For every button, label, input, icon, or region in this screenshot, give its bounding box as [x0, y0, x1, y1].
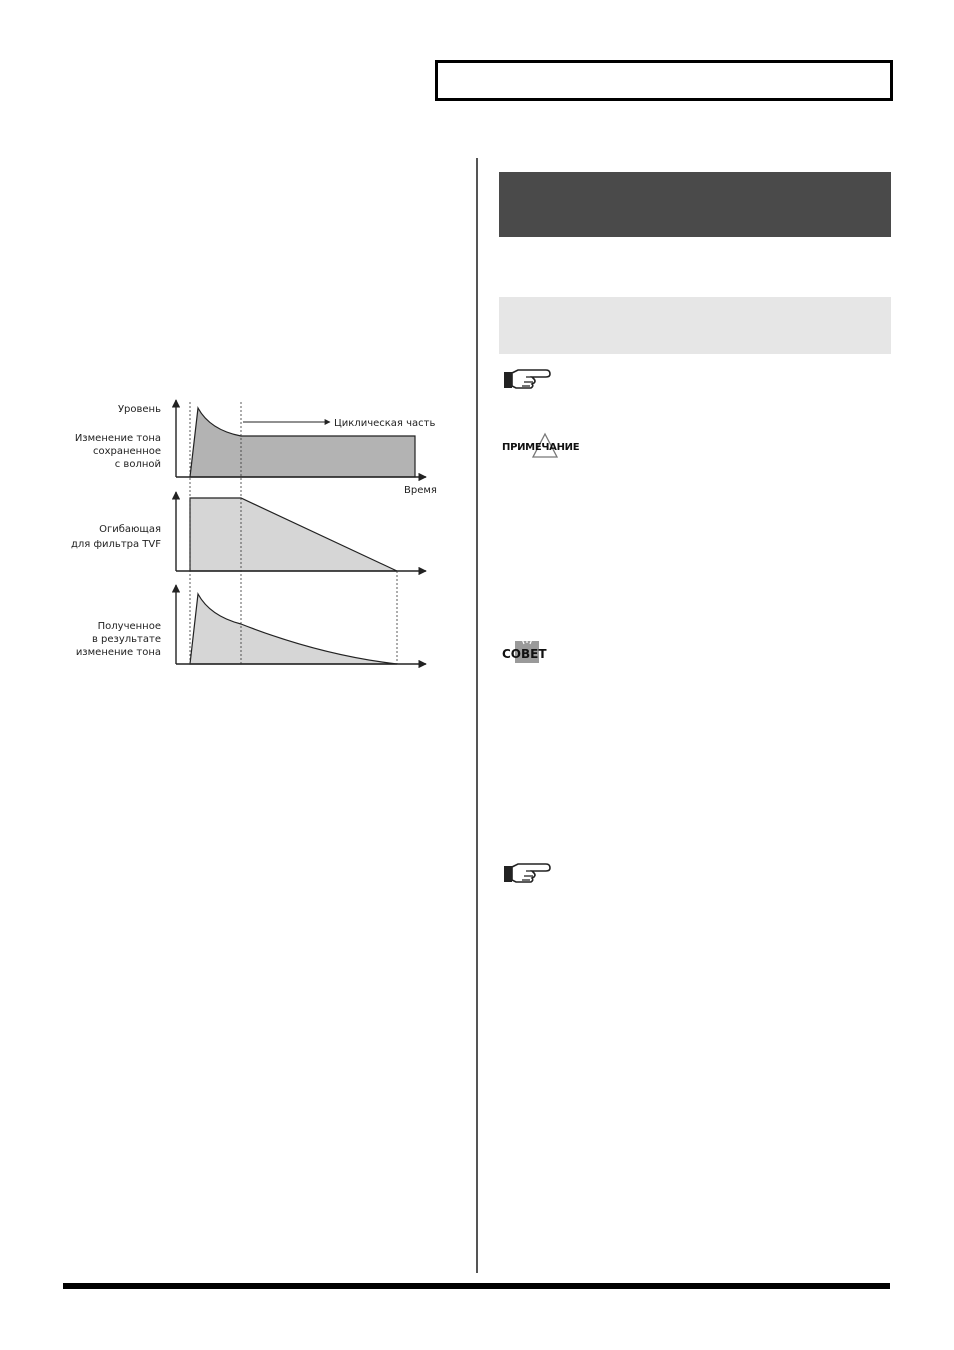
- panel2-label-line-2: для фильтра TVF: [70, 539, 161, 550]
- pointing-hand-icon: [502, 366, 552, 392]
- time-axis-label: Время: [404, 485, 437, 496]
- loop-label: Циклическая часть: [334, 418, 436, 429]
- tvf-envelope-area: [190, 498, 397, 571]
- panel1-label-line-2: сохраненное: [92, 446, 161, 457]
- resulting-pitch-area: [190, 594, 397, 664]
- envelope-diagram: [60, 392, 460, 677]
- panel1-label-line-1: Изменение тона: [74, 433, 161, 444]
- page-header-box: [435, 60, 893, 101]
- note-label: ПРИМЕЧАНИЕ: [502, 442, 580, 453]
- panel3-label-line-3: изменение тона: [75, 647, 161, 658]
- panel3-label-line-2: в результате: [91, 634, 161, 645]
- panel3-label-line-1: Полученное: [97, 621, 161, 632]
- subsection-heading-bar: [499, 297, 891, 354]
- tip-label: СОВЕТ: [502, 647, 547, 661]
- page-footer-rule: [63, 1283, 890, 1289]
- column-divider: [476, 158, 478, 1273]
- note-icon: [502, 432, 592, 462]
- panel1-label-line-3: с волной: [114, 459, 161, 470]
- pointing-hand-icon: [502, 860, 552, 886]
- section-heading-bar: [499, 172, 891, 237]
- level-axis-label: Уровень: [117, 404, 161, 415]
- panel2-label-line-1: Огибающая: [99, 524, 161, 535]
- tip-icon: [502, 637, 562, 665]
